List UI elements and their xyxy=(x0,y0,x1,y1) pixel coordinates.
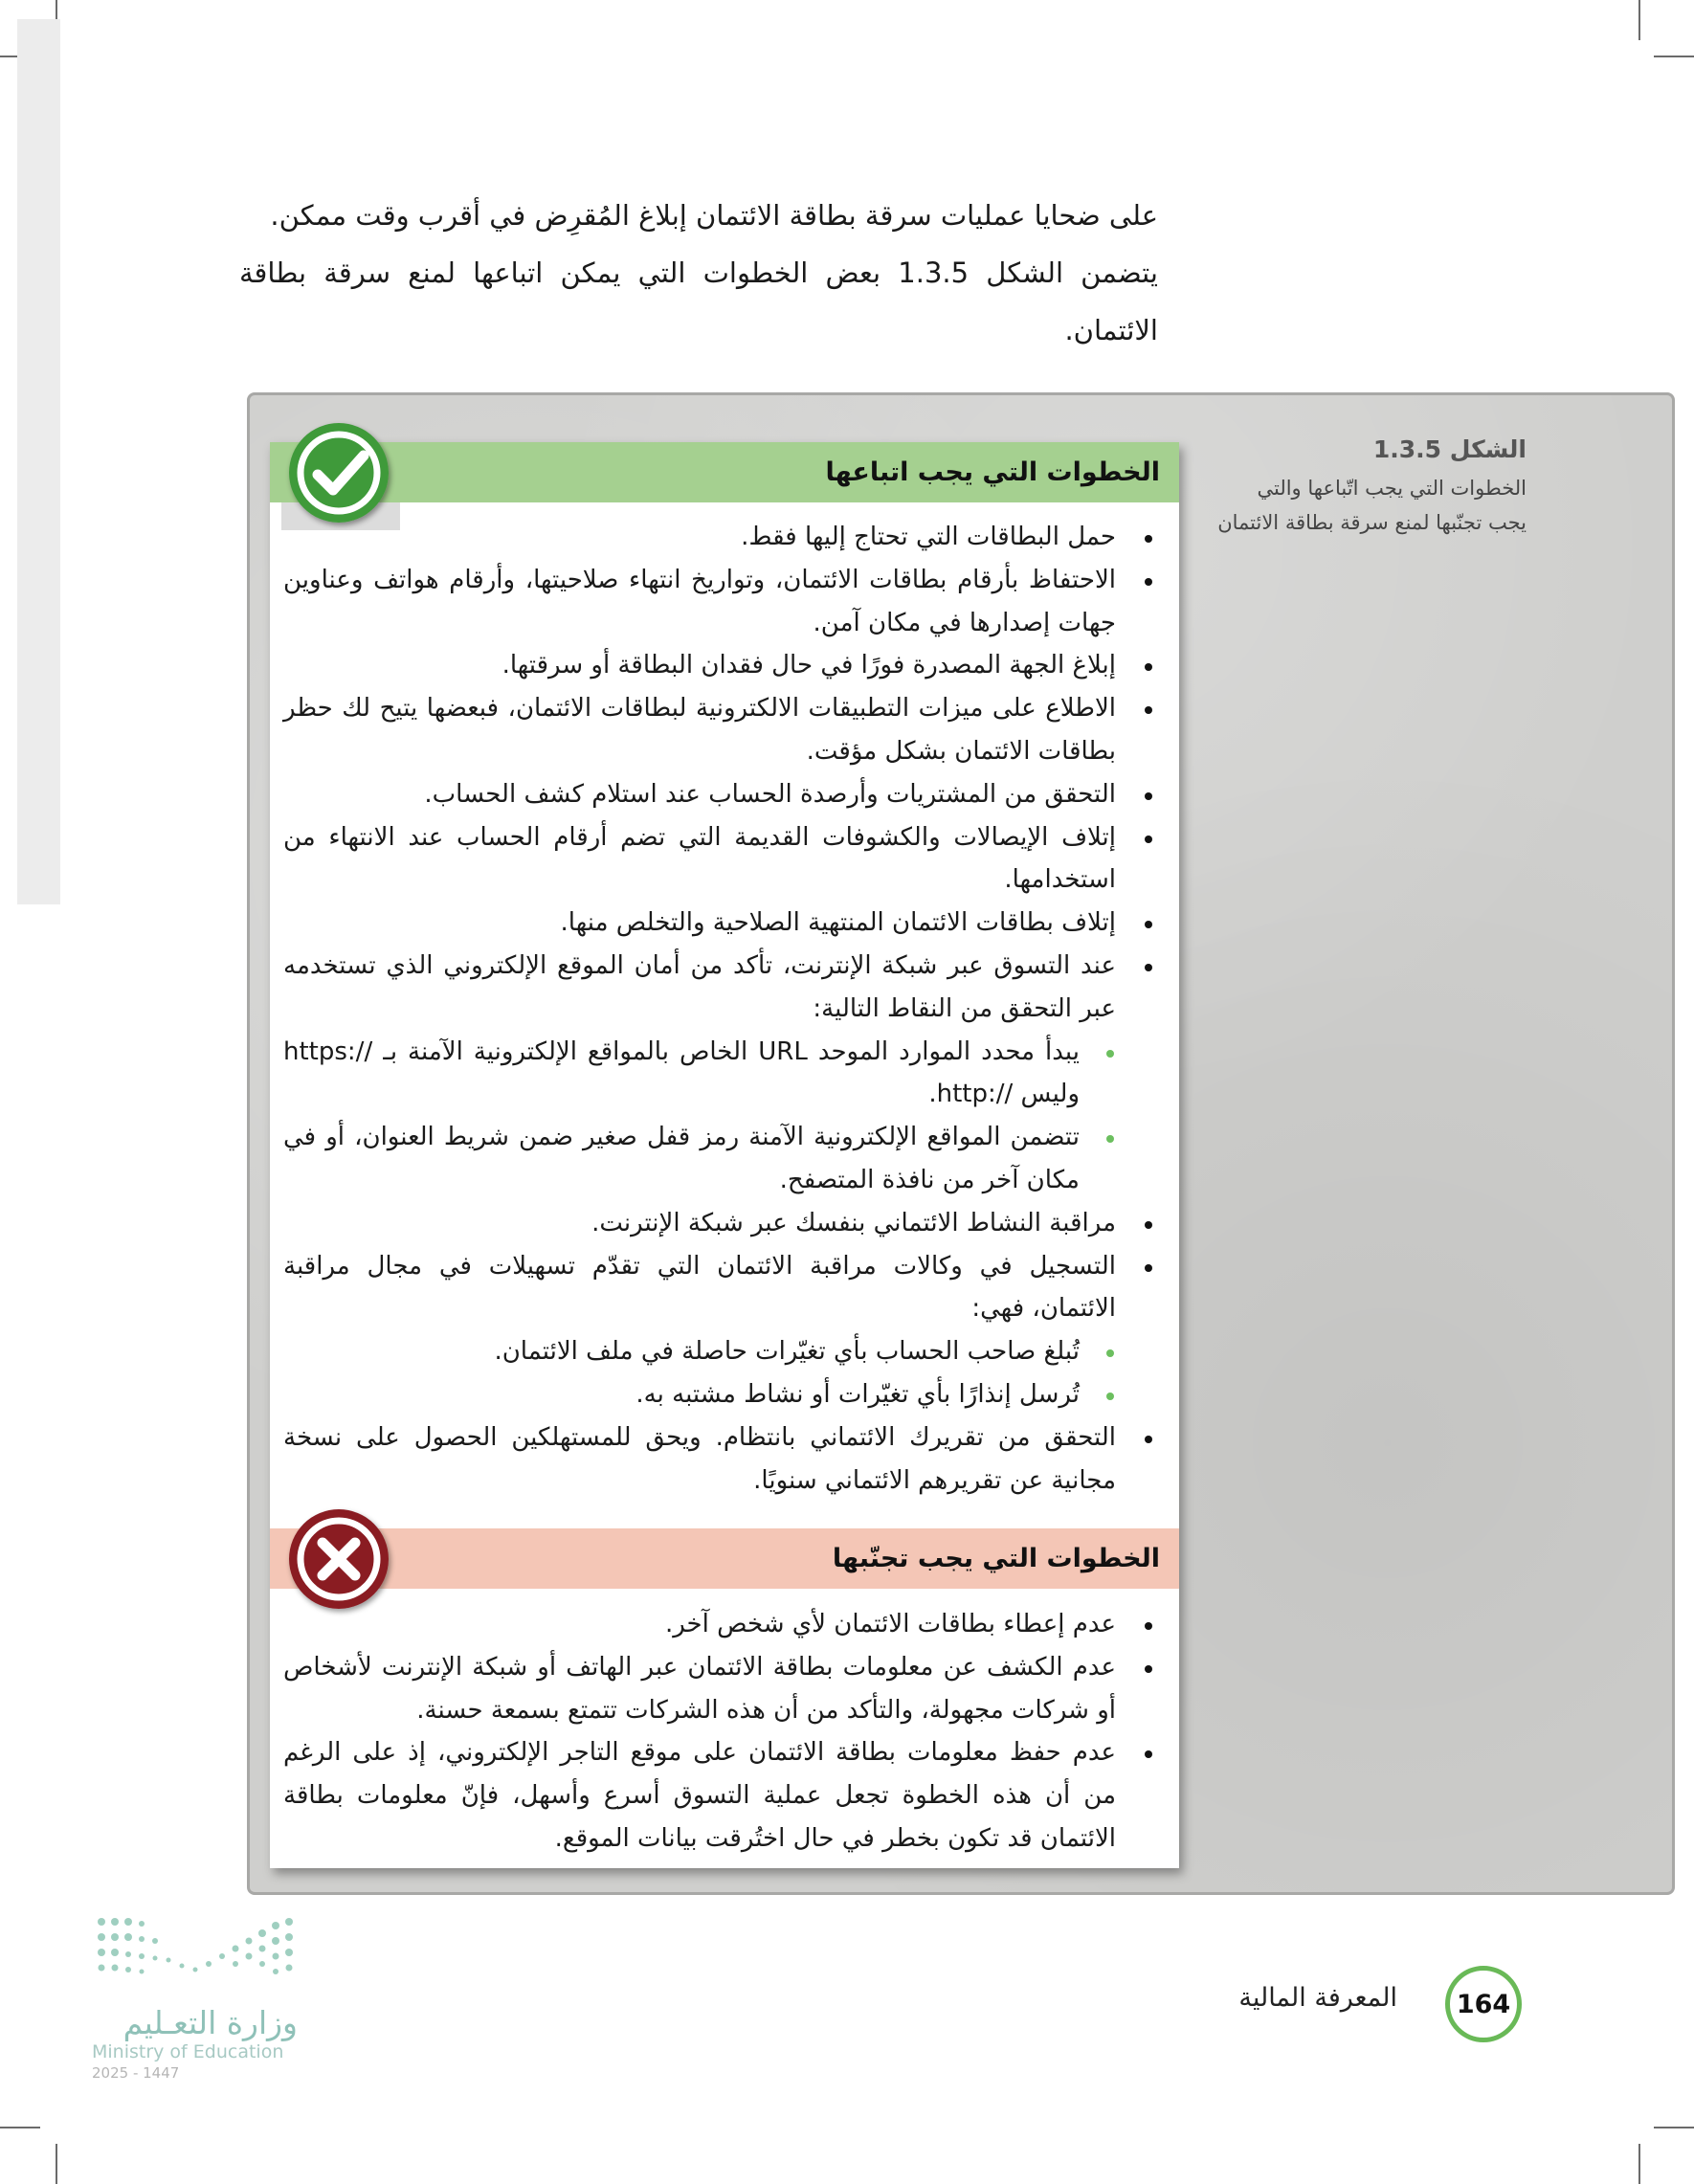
dont-list xyxy=(283,1603,1126,1861)
list-item: عدم الكشف عن معلومات بطاقة الائتمان عبر الهاتف أو شبكة الإنترنت لأشخاص أو شركات مجهولة، والتأكد من أن هذه الشركات تتمتع بسمعة حسنة. xyxy=(283,1646,1126,1732)
page-number: 164 xyxy=(1445,1966,1522,2042)
ministry-name-en: Ministry of Education xyxy=(92,2041,284,2062)
do-list xyxy=(283,516,1126,1502)
sub-list xyxy=(283,1330,1126,1416)
sub-list-item: تُرسل إنذارًا بأي تغيّرات أو نشاط مشتبه به. xyxy=(283,1373,1126,1416)
ministry-name-ar: وزارة التعـليم xyxy=(123,2004,298,2041)
list-item: عدم إعطاء بطاقات الائتمان لأي شخص آخر. xyxy=(283,1603,1126,1646)
do-section-header xyxy=(270,442,1179,502)
list-item: الاحتفاظ بأرقام بطاقات الائتمان، وتواريخ انتهاء صلاحيتها، وأرقام هواتف وعناوين جهات إصدارها في مكان آمن. xyxy=(283,559,1126,645)
book-title: المعرفة المالية xyxy=(1238,1983,1397,2013)
sub-list xyxy=(283,1031,1126,1202)
ministry-year: 2025 - 1447 xyxy=(92,2064,180,2082)
crop-mark xyxy=(1654,56,1694,57)
crop-mark xyxy=(56,2144,57,2184)
crop-mark xyxy=(1638,2144,1640,2184)
check-icon xyxy=(289,423,389,523)
list-item: التحقق من تقريرك الائتماني بانتظام. ويحق للمستهلكين الحصول على نسخة مجانية عن تقريرهم الائتماني سنويًا. xyxy=(283,1416,1126,1503)
intro-line-1: على ضحايا عمليات سرقة بطاقة الائتمان إبلاغ المُقرِض في أقرب وقت ممكن. xyxy=(270,199,1158,232)
figure-caption xyxy=(1215,435,1527,540)
intro-paragraph xyxy=(239,187,1158,359)
crop-mark xyxy=(1654,2127,1694,2128)
sub-list-item: تتضمن المواقع الإلكترونية الآمنة رمز قفل صغير ضمن شريط العنوان، أو في مكان آخر من نافذة المتصفح. xyxy=(283,1116,1126,1202)
ministry-dots-icon xyxy=(92,1914,302,1991)
steps-card xyxy=(270,442,1179,1868)
crop-mark xyxy=(0,2127,40,2128)
sub-list-item: يبدأ محدد الموارد الموحد URL الخاص بالمواقع الإلكترونية الآمنة بـ //:https وليس //:http. xyxy=(283,1031,1126,1117)
figure-label: الشكل 1.3.5 xyxy=(1372,435,1527,463)
list-item: الاطلاع على ميزات التطبيقات الالكترونية لبطاقات الائتمان، فبعضها يتيح لك حظر بطاقات الائتمان بشكل مؤقت. xyxy=(283,687,1126,773)
list-item: إتلاف بطاقات الائتمان المنتهية الصلاحية والتخلص منها. xyxy=(283,902,1126,945)
page-edge-strip xyxy=(17,19,60,904)
list-item: عند التسوق عبر شبكة الإنترنت، تأكد من أمان الموقع الإلكتروني الذي تستخدمه عبر التحقق من النقاط التالية: xyxy=(283,945,1126,1031)
sub-list-item: تُبلغ صاحب الحساب بأي تغيّرات حاصلة في ملف الائتمان. xyxy=(283,1330,1126,1373)
dont-section-header xyxy=(270,1528,1179,1589)
list-item: عدم حفظ معلومات بطاقة الائتمان على موقع التاجر الإلكتروني، إذ على الرغم من أن هذه الخطوة تجعل عملية التسوق أسرع وأسهل، فإنّ معلومات بطاقة الائتمان قد تكون بخطر في حال اختُرقت بيانات الموقع. xyxy=(283,1731,1126,1860)
list-item: إبلاغ الجهة المصدرة فورًا في حال فقدان البطاقة أو سرقتها. xyxy=(283,644,1126,687)
list-item: التحقق من المشتريات وأرصدة الحساب عند استلام كشف الحساب. xyxy=(283,773,1126,816)
list-item: إتلاف الإيصالات والكشوفات القديمة التي تضم أرقام الحساب عند الانتهاء من استخدامها. xyxy=(283,816,1126,903)
figure-caption-text: الخطوات التي يجب اتّباعها والتي يجب تجنّبها لمنع سرقة بطاقة الائتمان xyxy=(1217,477,1527,534)
list-item: مراقبة النشاط الائتماني بنفسك عبر شبكة الإنترنت. xyxy=(283,1202,1126,1245)
list-item: التسجيل في وكالات مراقبة الائتمان التي تقدّم تسهيلات في مجال مراقبة الائتمان، فهي: xyxy=(283,1245,1126,1331)
list-item: حمل البطاقات التي تحتاج إليها فقط. xyxy=(283,516,1126,559)
crop-mark xyxy=(1638,0,1640,40)
do-section-title: الخطوات التي يجب اتباعها xyxy=(825,457,1160,487)
dont-section-title: الخطوات التي يجب تجنّبها xyxy=(832,1544,1160,1573)
sub-list-container xyxy=(283,1330,1126,1416)
cross-icon xyxy=(289,1509,389,1609)
intro-line-2: يتضمن الشكل 1.3.5 بعض الخطوات التي يمكن اتباعها لمنع سرقة بطاقة الائتمان. xyxy=(239,256,1158,346)
sub-list-container xyxy=(283,1031,1126,1202)
ministry-logo xyxy=(92,1914,312,2082)
